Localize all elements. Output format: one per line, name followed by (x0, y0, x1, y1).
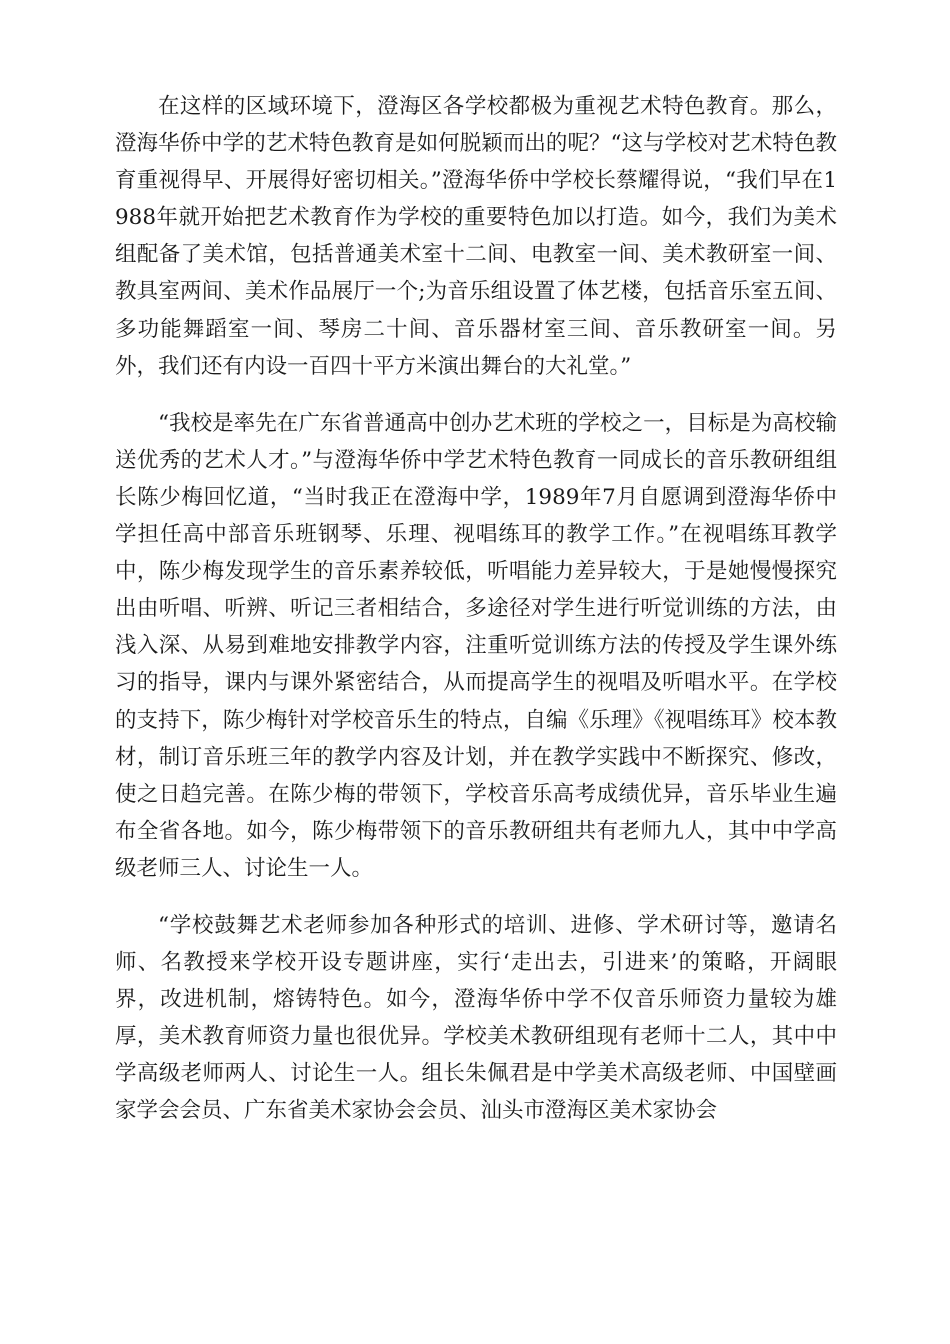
paragraph-1: 在这样的区域环境下，澄海区各学校都极为重视艺术特色教育。那么，澄海华侨中学的艺术特色教育是如何脱颖而出的呢？“这与学校对艺术特色教育重视得早、开展得好密切相关。”澄海华侨中学校长蔡耀得说，“我们早在1988年就开始把艺术教育作为学校的重要特色加以打造。如今，我们为美术组配备了美术馆，包括普通美术室十二间、电教室一间、美术教研室一间、教具室两间、美术作品展厅一个;为音乐组设置了体艺楼，包括音乐室五间、多功能舞蹈室一间、琴房二十间、音乐器材室三间、音乐教研室一间。另外，我们还有内设一百四十平方米演出舞台的大礼堂。” (115, 94, 837, 379)
paragraph-2: “我校是率先在广东省普通高中创办艺术班的学校之一，目标是为高校输送优秀的艺术人才。”与澄海华侨中学艺术特色教育一同成长的音乐教研组组长陈少梅回忆道，“当时我正在澄海中学，1989年7月自愿调到澄海华侨中学担任高中部音乐班钢琴、乐理、视唱练耳的教学工作。”在视唱练耳教学中，陈少梅发现学生的音乐素养较低，听唱能力差异较大，于是她慢慢探究出由听唱、听辨、听记三者相结合，多途径对学生进行听觉训练的方法，由浅入深、从易到难地安排教学内容，注重听觉训练方法的传授及学生课外练习的指导，课内与课外紧密结合，从而提高学生的视唱及听唱水平。在学校的支持下，陈少梅针对学校音乐生的特点，自编《乐理》《视唱练耳》校本教材，制订音乐班三年的教学内容及计划，并在教学实践中不断探究、修改，使之日趋完善。在陈少梅的带领下，学校音乐高考成绩优异，音乐毕业生遍布全省各地。如今，陈少梅带领下的音乐教研组共有老师九人，其中中学高级老师三人、讨论生一人。 (115, 410, 837, 881)
document-body (115, 88, 837, 1150)
paragraph-3: “学校鼓舞艺术老师参加各种形式的培训、进修、学术研讨等，邀请名师、名教授来学校开设专题讲座，实行‘走出去，引进来’的策略，开阔眼界，改进机制，熔铸特色。如今，澄海华侨中学不仅音乐师资力量较为雄厚，美术教育师资力量也很优异。学校美术教研组现有老师十二人，其中中学高级老师两人、讨论生一人。组长朱佩君是中学美术高级老师、中国壁画家学会会员、广东省美术家协会会员、汕头市澄海区美术家协会 (115, 912, 837, 1124)
